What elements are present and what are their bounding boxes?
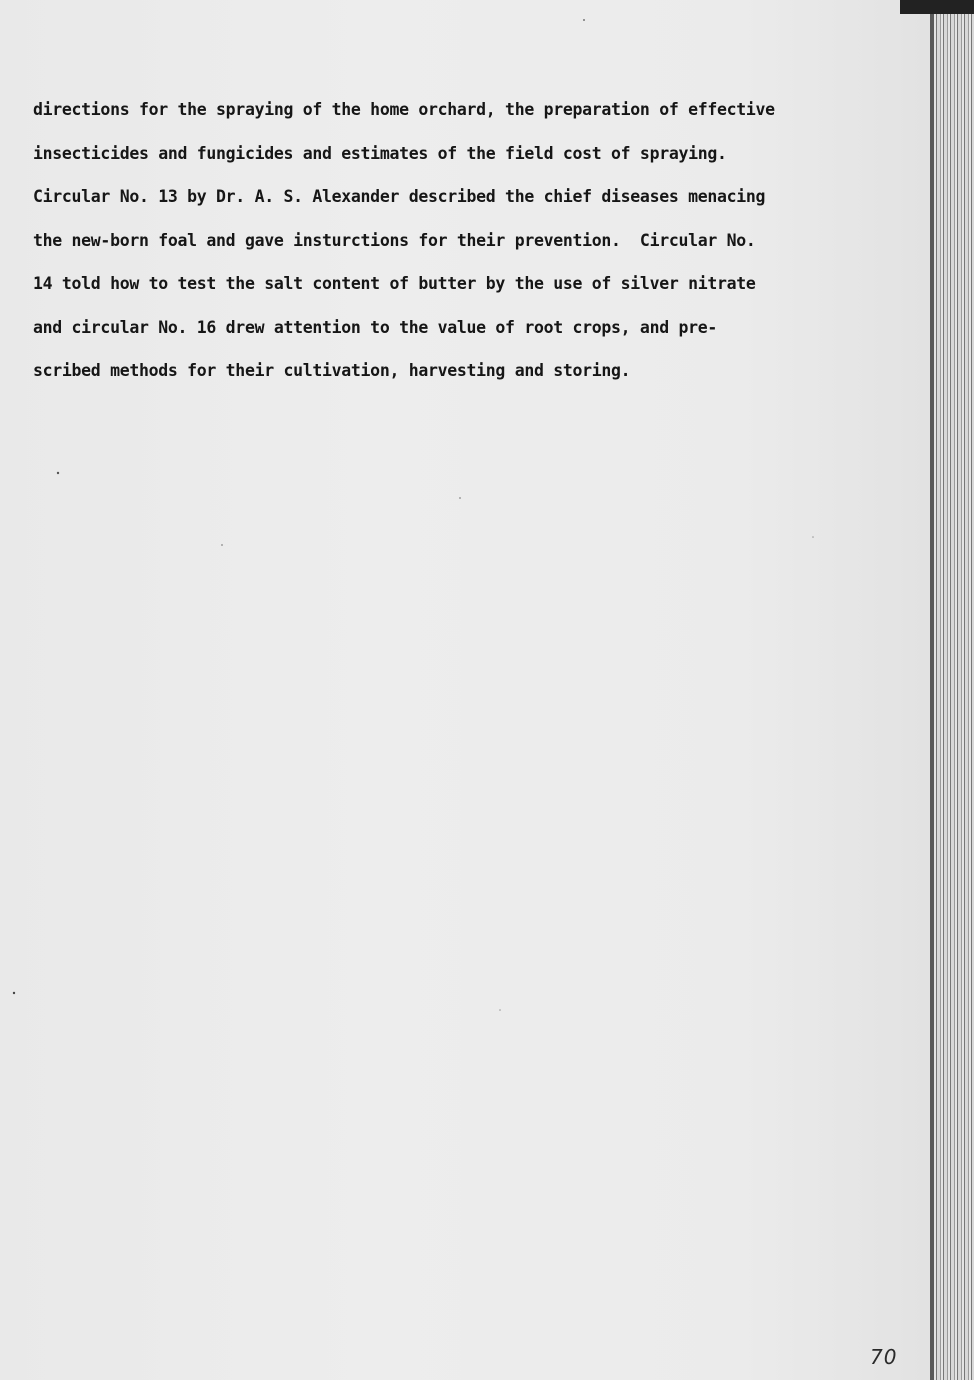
text-line: scribed methods for their cultivation, harvesting and storing. [33,361,631,380]
text-line: insecticides and fungicides and estimates of the field cost of spraying. [33,143,727,163]
text-line: Circular No. 13 by Dr. A. S. Alexander described the chief diseases menacing [33,187,766,206]
text-line: and circular No. 16 drew attention to the value of root crops, and pre- [33,317,718,337]
document-body [33,88,893,393]
page-gutter-shadow [930,0,934,1380]
text-line: 14 told how to test the salt content of butter by the use of silver nitrate [33,274,756,293]
page-number: 70 [870,1345,898,1369]
text-line: directions for the spraying of the home orchard, the preparation of effective [33,100,775,119]
book-page-edges [930,0,974,1380]
scan-border-shadow [900,0,974,14]
text-line: the new-born foal and gave insturctions for their prevention. Circular No. [33,230,756,250]
